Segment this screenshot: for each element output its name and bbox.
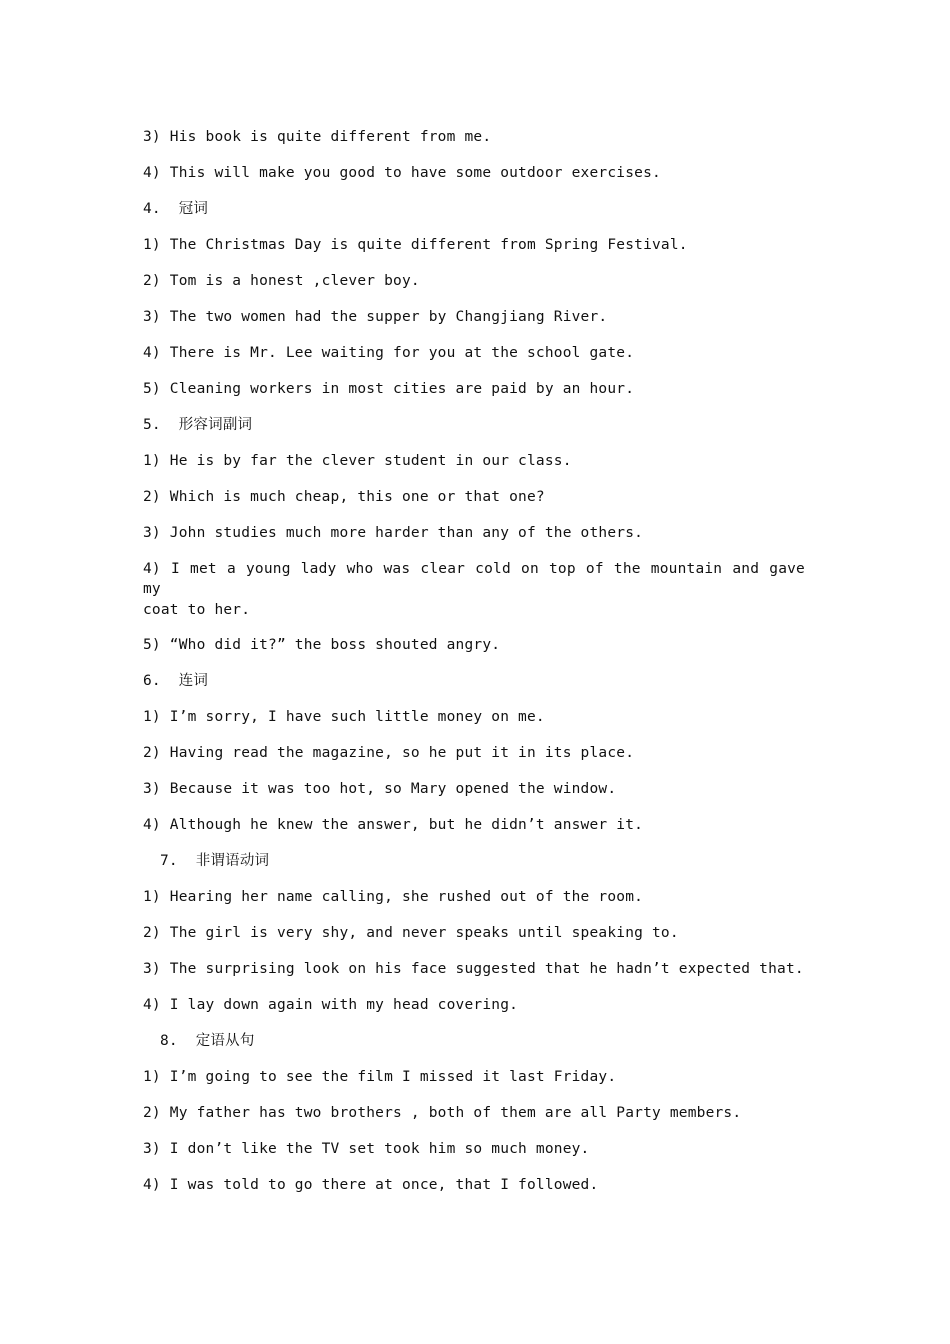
section-heading: 8. 定语从句 bbox=[160, 1033, 255, 1049]
text-line: 3) The surprising look on his face suggested that he hadn’t expected that. bbox=[143, 961, 804, 977]
text-line: 1) The Christmas Day is quite different from Spring Festival. bbox=[143, 237, 688, 253]
text-line: 1) I’m going to see the film I missed it last Friday. bbox=[143, 1069, 617, 1085]
text-line: coat to her. bbox=[143, 602, 251, 618]
text-line: 3) I don’t like the TV set took him so much money. bbox=[143, 1141, 590, 1157]
section-heading: 5. 形容词副词 bbox=[143, 417, 253, 433]
text-line: 4) I met a young lady who was clear cold on top of the mountain and gave my bbox=[143, 561, 805, 597]
text-line: 3) The two women had the supper by Changjiang River. bbox=[143, 309, 608, 325]
text-line: 1) He is by far the clever student in our class. bbox=[143, 453, 572, 469]
text-line: 4) I was told to go there at once, that I followed. bbox=[143, 1177, 599, 1193]
text-line: 5) “Who did it?” the boss shouted angry. bbox=[143, 637, 501, 653]
text-line: 3) John studies much more harder than any of the others. bbox=[143, 525, 644, 541]
text-line: 1) Hearing her name calling, she rushed out of the room. bbox=[143, 889, 644, 905]
text-line: 2) My father has two brothers , both of them are all Party members. bbox=[143, 1105, 742, 1121]
text-line: 4) There is Mr. Lee waiting for you at the school gate. bbox=[143, 345, 635, 361]
text-line: 5) Cleaning workers in most cities are paid by an hour. bbox=[143, 381, 635, 397]
text-line: 3) His book is quite different from me. bbox=[143, 129, 492, 145]
text-line: 4) This will make you good to have some outdoor exercises. bbox=[143, 165, 661, 181]
text-line: 2) Having read the magazine, so he put it in its place. bbox=[143, 745, 635, 761]
text-line: 1) I’m sorry, I have such little money on me. bbox=[143, 709, 545, 725]
section-heading: 4. 冠词 bbox=[143, 201, 209, 217]
section-heading: 7. 非谓语动词 bbox=[160, 853, 270, 869]
section-heading: 6. 连词 bbox=[143, 673, 209, 689]
text-line: 3) Because it was too hot, so Mary opened the window. bbox=[143, 781, 617, 797]
text-line: 2) Tom is a honest ,clever boy. bbox=[143, 273, 420, 289]
text-line: 4) I lay down again with my head covering. bbox=[143, 997, 519, 1013]
text-line: 4) Although he knew the answer, but he didn’t answer it. bbox=[143, 817, 644, 833]
text-line: 2) The girl is very shy, and never speaks until speaking to. bbox=[143, 925, 679, 941]
text-line: 2) Which is much cheap, this one or that one? bbox=[143, 489, 545, 505]
